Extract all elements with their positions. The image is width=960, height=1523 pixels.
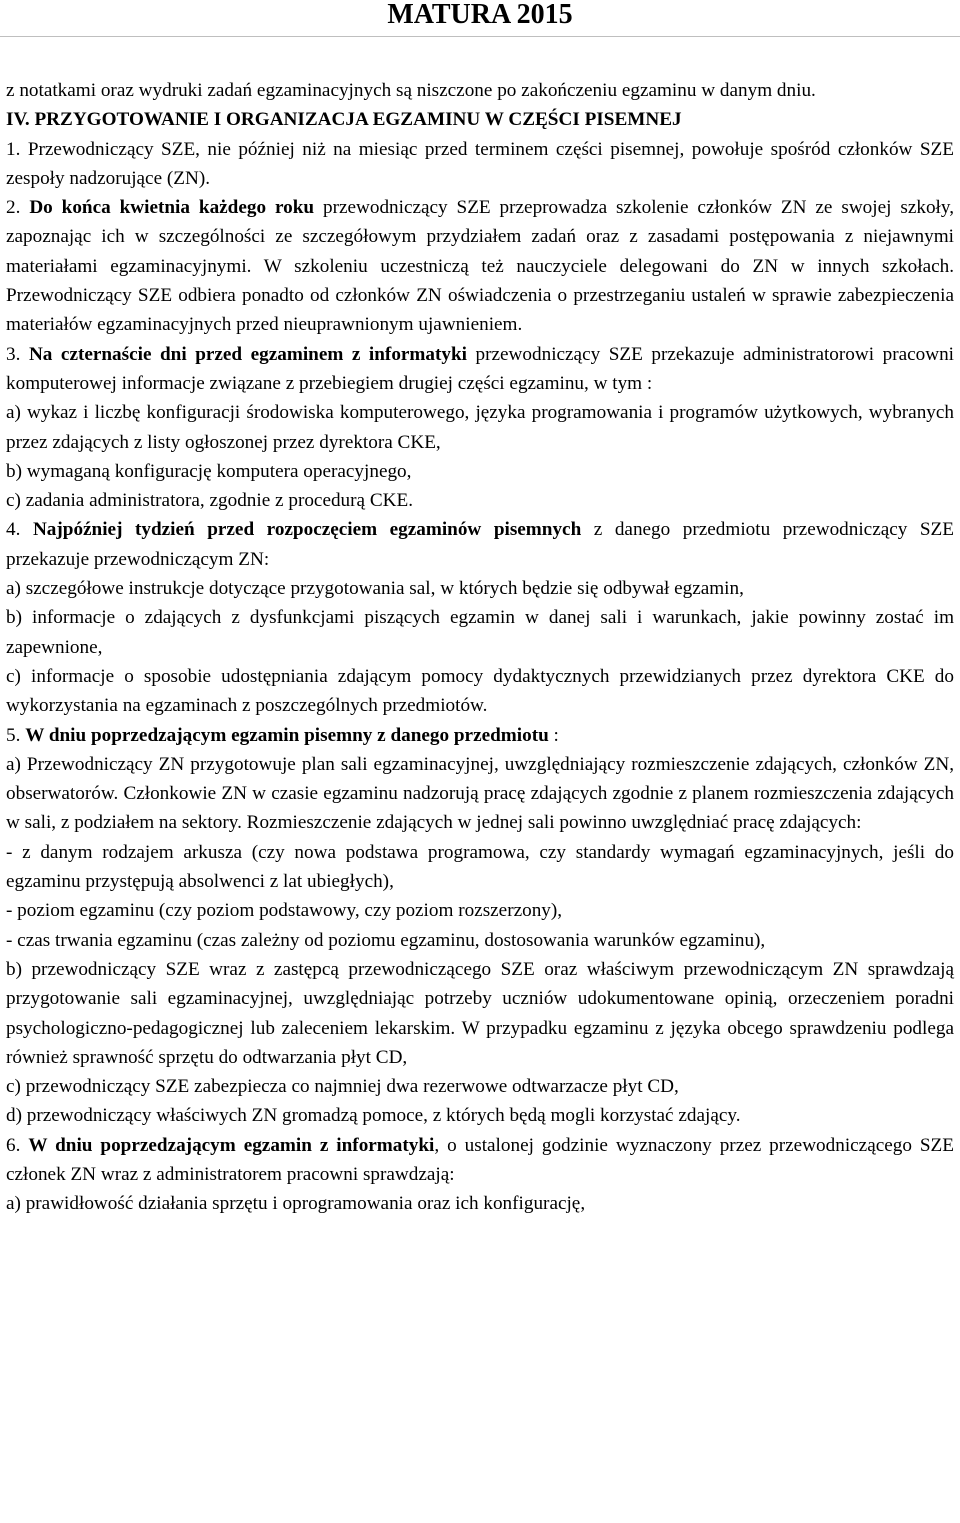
text-run: 1. Przewodniczący SZE, nie później niż na miesiąc przed terminem części pisemnej, powołuje spośród członków SZE zespoły nadzorujące (ZN). (6, 138, 954, 189)
header-title: MATURA 2015 (387, 0, 573, 30)
text-run: z danego przedmiotu przewodniczący SZE przekazuje przewodniczącym ZN: (6, 519, 954, 570)
paragraph-p4 (6, 515, 954, 574)
text-run: a) szczegółowe instrukcje dotyczące przygotowania sal, w których będzie się odbywał egzamin, (6, 578, 744, 600)
paragraph-p2 (6, 193, 954, 339)
paragraph-p5a1 (6, 838, 954, 897)
text-run: a) wykaz i liczbę konfiguracji środowiska komputerowego, języka programowania i programów użytkowych, wybranych przez zdających z listy ogłoszonej przez dyrektora CKE, (6, 402, 954, 453)
text-run: b) przewodniczący SZE wraz z zastępcą przewodniczącego SZE oraz właściwym przewodniczącym ZN sprawdzają przygotowanie sali egzaminacyjnej, uwzględniając potrzeby uczniów udokumentowane opinią, orzeczeniem poradni psychologiczno-pedagogicznej lub zaleceniem lekarskim. W przypadku egzaminu z języka obcego sprawdzeniu podlega również sprawność sprzętu do odtwarzania płyt CD, (6, 958, 954, 1068)
text-run: c) informacje o sposobie udostępniania zdającym pomocy dydaktycznych przewidzianych przez dyrektora CKE do wykorzystania na egzaminach z poszczególnych przedmiotów. (6, 665, 954, 717)
bold-text: Do końca kwietnia każdego roku (29, 197, 315, 219)
page-header (0, 0, 960, 37)
paragraph-p4a (6, 574, 954, 603)
bold-text: Na czternaście dni przed egzaminem z informatyki (28, 343, 467, 365)
paragraph-p3 (6, 340, 954, 399)
paragraph-p5b (6, 955, 954, 1072)
text-run: d) przewodniczący właściwych ZN gromadzą pomoce, z których będą mogli korzystać zdający. (6, 1105, 741, 1127)
text-run: - czas trwania egzaminu (czas zależny od poziomu egzaminu, dostosowania warunków egzaminu), (6, 929, 766, 951)
paragraph-p5d (6, 1101, 954, 1130)
paragraph-p3b (6, 457, 954, 486)
text-run: a) Przewodniczący ZN przygotowuje plan sali egzaminacyjnej, uwzględniający rozmieszczenie zdających, członków ZN, obserwatorów. Członkowie ZN w czasie egzaminu nadzorują pracę zdających zgodnie z planem rozmieszczenia zdających w sali, z podziałem na sektory. Rozmieszczenie zdających w jednej sali powinno uwzględniać pracę zdających: (6, 753, 954, 834)
text-run: przewodniczący SZE przekazuje administratorowi pracowni komputerowej informacje związane z przebiegiem drugiej części egzaminu, w tym : (6, 343, 954, 394)
bold-text: Najpóźniej tydzień przed rozpoczęciem egzaminów pisemnych (32, 519, 582, 541)
paragraph-p0 (6, 76, 954, 105)
text-run: c) zadania administratora, zgodnie z procedurą CKE. (6, 490, 414, 512)
paragraph-p5a (6, 750, 954, 838)
text-run: 4. (6, 519, 33, 541)
paragraph-p3a (6, 398, 954, 457)
paragraph-p5c (6, 1072, 954, 1101)
paragraph-p1 (6, 135, 954, 194)
text-run: b) wymaganą konfigurację komputera operacyjnego, (6, 460, 412, 482)
paragraph-p4c (6, 662, 954, 721)
document-body (6, 76, 954, 1219)
text-run: , o ustalonej godzinie wyznaczony przez przewodniczącego SZE członek ZN wraz z administratorem pracowni sprawdzają: (6, 1134, 954, 1185)
paragraph-p6a (6, 1189, 954, 1218)
text-run: z notatkami oraz wydruki zadań egzaminacyjnych są niszczone po zakończeniu egzaminu w danym dniu. (6, 80, 816, 101)
paragraph-h4 (6, 105, 954, 134)
text-run: 6. (6, 1134, 29, 1156)
text-run: c) przewodniczący SZE zabezpiecza co najmniej dwa rezerwowe odtwarzacze płyt CD, (6, 1076, 679, 1098)
text-run: przewodniczący SZE przeprowadza szkolenie członków ZN ze swojej szkoły, zapoznając ich w szczególności ze szczegółowym przydziałem zadań oraz z zasadami postępowania z niejawnymi materiałami egzaminacyjnymi. W szkoleniu uczestniczą też nauczyciele delegowani do ZN w innych szkołach. Przewodniczący SZE odbiera ponadto od członków ZN oświadczenia o przestrzeganiu ustaleń w sprawie zabezpieczenia materiałów egzaminacyjnych przed nieuprawnionym ujawnieniem. (6, 197, 955, 336)
paragraph-p5a2 (6, 896, 954, 925)
bold-text: W dniu poprzedzającym egzamin pisemny z danego przedmiotu (25, 724, 549, 746)
text-run: 5. (6, 724, 26, 746)
paragraph-p6 (6, 1131, 954, 1190)
paragraph-p5a3 (6, 926, 954, 955)
text-run: : (548, 724, 559, 746)
paragraph-p5 (6, 721, 954, 750)
text-run: a) prawidłowość działania sprzętu i oprogramowania oraz ich konfigurację, (6, 1193, 586, 1215)
text-run: 3. (6, 343, 29, 365)
text-run: 2. (6, 197, 30, 219)
paragraph-p3c (6, 486, 954, 515)
text-run: - z danym rodzajem arkusza (czy nowa podstawa programowa, czy standardy wymagań egzaminacyjnych, jeśli do egzaminu przystępują absolwenci z lat ubiegłych), (6, 841, 954, 893)
bold-text: W dniu poprzedzającym egzamin z informatyki (28, 1134, 435, 1156)
text-run: b) informacje o zdających z dysfunkcjami piszących egzamin w danej sali i warunkach, jakie powinny zostać im zapewnione, (6, 607, 954, 658)
text-run: - poziom egzaminu (czy poziom podstawowy, czy poziom rozszerzony), (6, 900, 563, 922)
bold-text: IV. PRZYGOTOWANIE I ORGANIZACJA EGZAMINU W CZĘŚCI PISEMNEJ (6, 109, 682, 131)
paragraph-p4b (6, 603, 954, 662)
